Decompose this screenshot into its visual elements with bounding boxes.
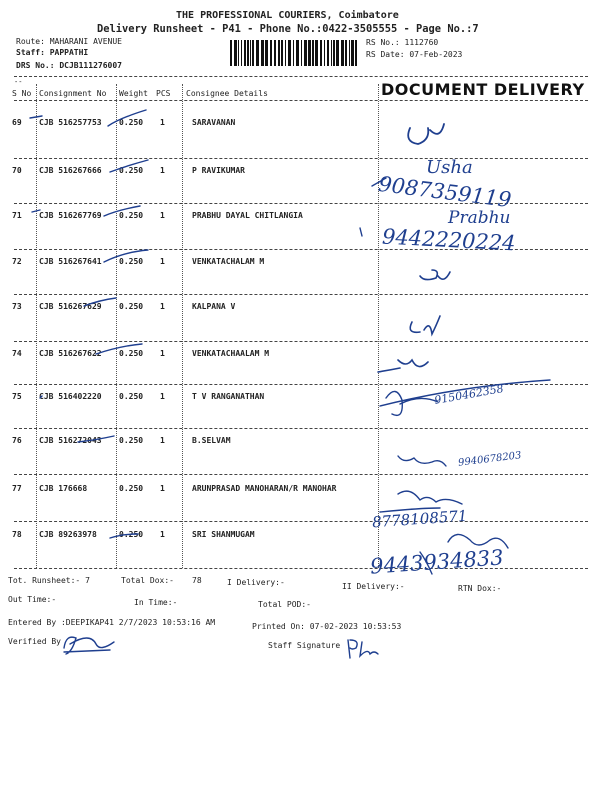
- tick-mark: [84, 298, 116, 306]
- tick-mark: [40, 396, 42, 398]
- row-consignee: VENKATACHALAM M: [192, 257, 265, 266]
- rtn-dox: RTN Dox:-: [458, 584, 502, 593]
- verified-by: Verified By: [8, 637, 61, 646]
- row-consignee: VENKATACHAALAM M: [192, 349, 270, 358]
- runsheet-title: Delivery Runsheet - P41 - Phone No.:0422-3505555 - Page No.:7: [97, 23, 479, 35]
- handwritten-phone: 9940678203: [457, 450, 523, 469]
- handwritten-phone: 9443934833: [369, 545, 505, 579]
- col-sno: S No: [12, 89, 32, 98]
- row-pcs: 1: [160, 166, 165, 175]
- tick-mark: [78, 436, 114, 442]
- row-weight: 0.250: [119, 392, 144, 401]
- in-time: In Time:-: [134, 598, 178, 607]
- handwritten-name: Usha: [426, 157, 473, 178]
- route-label: Route: MAHARANI AVENUE: [16, 37, 122, 46]
- row-sno: 76: [12, 436, 22, 445]
- divider-mark: --: [14, 78, 23, 86]
- row-consignment: CJB 89263978: [39, 530, 97, 539]
- verified-signature: [60, 628, 120, 658]
- row-sno: 69: [12, 118, 22, 127]
- tot-runsheet: Tot. Runsheet:- 7: [8, 576, 90, 585]
- row-consignee: ARUNPRASAD MANOHARAN/R MANOHAR: [192, 484, 337, 493]
- tick-mark: [110, 160, 148, 172]
- rs-date: RS Date: 07-Feb-2023: [366, 50, 463, 59]
- row-consignee: KALPANA V: [192, 302, 236, 311]
- row-sno: 72: [12, 257, 22, 266]
- row-sno: 70: [12, 166, 22, 175]
- row-weight: 0.250: [119, 257, 144, 266]
- col-weight: Weight: [119, 89, 148, 98]
- row-consignment: CJB 516267629: [39, 302, 102, 311]
- row-pcs: 1: [160, 530, 165, 539]
- row-consignment: CJB 516267666: [39, 166, 102, 175]
- company-title: THE PROFESSIONAL COURIERS, Coimbatore: [176, 10, 399, 21]
- row-consignment: CJB 516267622: [39, 349, 102, 358]
- col-pcs: PCS: [156, 89, 171, 98]
- row-pcs: 1: [160, 349, 165, 358]
- row-weight: 0.250: [119, 118, 144, 127]
- tick-mark: [32, 210, 40, 212]
- document-delivery-stamp: DOCUMENT DELIVERY: [381, 80, 585, 99]
- tick-mark: [104, 250, 148, 262]
- signature-squiggle: [410, 316, 440, 334]
- staff-signature-mark: [344, 636, 384, 662]
- row-consignee: T V RANGANATHAN: [192, 392, 265, 401]
- signature-squiggle: [398, 456, 446, 466]
- row-consignment: CJB 516267641: [39, 257, 102, 266]
- entered-by: Entered By :DEEPIKAP41 2/7/2023 10:53:16 AM: [8, 618, 216, 627]
- row-consignment: CJB 176668: [39, 484, 88, 493]
- handwritten-phone: 9150462358: [433, 382, 505, 407]
- col-consignment: Consignment No: [39, 89, 107, 98]
- row-pcs: 1: [160, 484, 165, 493]
- signature-squiggle: [378, 360, 428, 372]
- row-sno: 75: [12, 392, 22, 401]
- signature-squiggle: [420, 270, 450, 280]
- tick-mark: [360, 228, 362, 236]
- staff-signature: Staff Signature: [268, 641, 341, 650]
- signature-squiggle: [408, 124, 444, 144]
- tick-mark: [30, 116, 42, 118]
- row-consignee: PRABHU DAYAL CHITLANGIA: [192, 211, 303, 220]
- row-sno: 74: [12, 349, 22, 358]
- row-pcs: 1: [160, 392, 165, 401]
- row-pcs: 1: [160, 118, 165, 127]
- row-sno: 73: [12, 302, 22, 311]
- row-weight: 0.250: [119, 349, 144, 358]
- row-consignee: SRI SHANMUGAM: [192, 530, 255, 539]
- row-weight: 0.250: [119, 484, 144, 493]
- row-weight: 0.250: [119, 436, 144, 445]
- total-dox-label: Total Dox:-: [121, 576, 174, 585]
- row-weight: 0.250: [119, 302, 144, 311]
- handwritten-phone: 9087359119: [377, 171, 513, 213]
- i-delivery: I Delivery:-: [227, 578, 285, 587]
- tick-mark: [96, 344, 142, 354]
- row-weight: 0.250: [119, 530, 144, 539]
- handwritten-phone: 9442220224: [381, 224, 517, 256]
- out-time: Out Time:-: [8, 595, 57, 604]
- ii-delivery: II Delivery:-: [342, 582, 405, 591]
- row-consignment: CJB 516267769: [39, 211, 102, 220]
- row-consignee: B.SELVAM: [192, 436, 231, 445]
- row-sno: 71: [12, 211, 22, 220]
- row-consignment: CJB 516257753: [39, 118, 102, 127]
- staff-label: Staff: PAPPATHI: [16, 48, 89, 57]
- row-consignment: CJB 516402220: [39, 392, 102, 401]
- col-consignee: Consignee Details: [186, 89, 268, 98]
- row-consignee: P RAVIKUMAR: [192, 166, 245, 175]
- row-pcs: 1: [160, 211, 165, 220]
- rs-number: RS No.: 1112760: [366, 38, 439, 47]
- tick-mark: [104, 206, 140, 216]
- total-pod: Total POD:-: [258, 600, 311, 609]
- tick-mark: [110, 534, 138, 538]
- total-dox-value: 78: [192, 576, 202, 585]
- printed-on: Printed On: 07-02-2023 10:53:53: [252, 622, 402, 631]
- row-pcs: 1: [160, 436, 165, 445]
- row-weight: 0.250: [119, 166, 144, 175]
- handwritten-name: Prabhu: [448, 208, 511, 228]
- row-pcs: 1: [160, 257, 165, 266]
- handwritten-phone: 8778108571: [371, 506, 468, 532]
- row-pcs: 1: [160, 302, 165, 311]
- row-sno: 77: [12, 484, 22, 493]
- row-consignment: CJB 516272043: [39, 436, 102, 445]
- tick-mark: [108, 110, 146, 126]
- row-sno: 78: [12, 530, 22, 539]
- row-weight: 0.250: [119, 211, 144, 220]
- drs-number: DRS No.: DCJB111276007: [16, 61, 122, 70]
- row-consignee: SARAVANAN: [192, 118, 236, 127]
